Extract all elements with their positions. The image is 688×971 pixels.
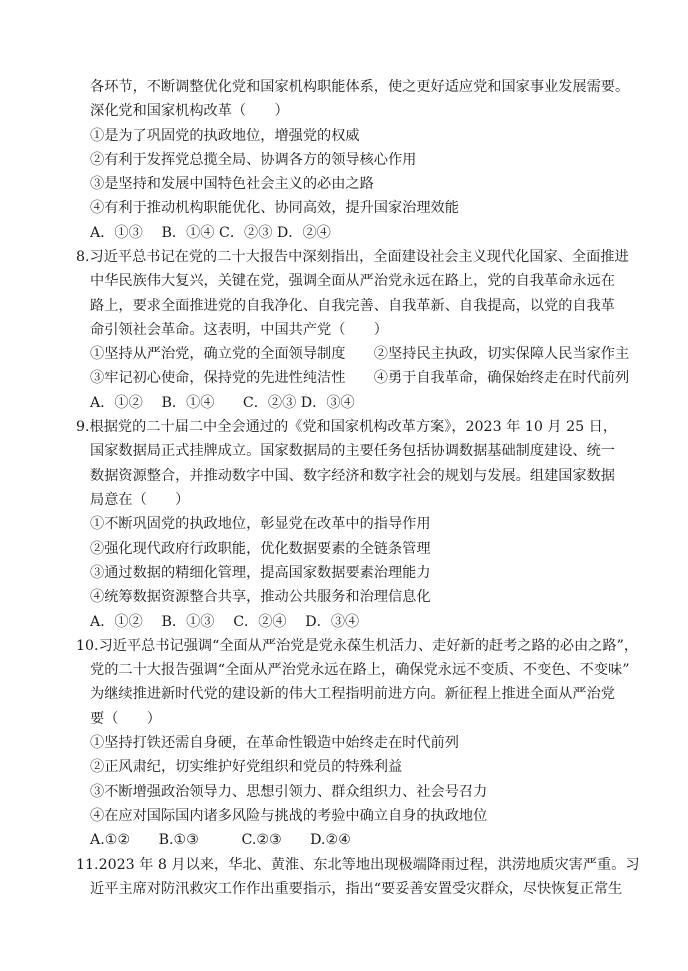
option-line: ③是坚持和发展中国特色社会主义的必由之路 [90,176,374,192]
answer-choices: A．①② B．①④ C．②③ D．③④ [90,395,355,411]
option-line: ③通过数据的精细化管理，提高国家数据要素治理能力 [90,565,431,581]
question-9-text: 9.根据党的二十届二中全会通过的《党和国家机构改革方案》，2023 年 10 月 25 日， [76,419,618,435]
option-line: ①坚持打铁还需自身硬，在革命性锻造中始终走在时代前列 [90,735,459,751]
option-line: ②正风肃纪，切实维护好党组织和党员的特殊利益 [90,759,403,775]
option-line: ④统筹数据资源整合共享，推动公共服务和治理信息化 [90,589,431,605]
text-line: 数据资源整合，并推动数字中国、数字经济和数字社会的规划与发展。组建国家数据 [90,468,615,484]
option-line: ①不断巩固党的执政地位，彰显党在改革中的指导作用 [90,516,431,532]
question-stem: 要（ ） [90,711,161,727]
text-line: 中华民族伟大复兴，关键在党，强调全面从严治党永远在路上，党的自我革命永远在 [90,273,615,289]
option-line: ①是为了巩固党的执政地位，增强党的权威 [90,128,360,144]
text-line: 近平主席对防汛救灾工作作出重要指示，指出“要妥善安置受灾群众，尽快恢复正常生 [90,881,623,897]
option-line: ③不断增强政治领导力、思想引领力、群众组织力、社会号召力 [90,784,488,800]
text-line: 路上，要求全面推进党的自我净化、自我完善、自我革新、自我提高，以党的自我革 [90,298,615,314]
answer-choices: A．①③ B．①④ C．②③ D．②④ [90,225,331,241]
option-line: ①坚持从严治党，确立党的全面领导制度 ②坚持民主执政，切实保障人民当家作主 [90,346,630,362]
text-line: 党的二十大报告强调“全面从严治党永远在路上，确保党永远不变质、不变色、不变味” [90,662,630,678]
question-stem: 局意在（ ） [90,492,190,508]
question-stem: 命引领社会革命。这表明，中国共产党（ ） [90,322,388,338]
text-line: 各环节，不断调整优化党和国家机构职能体系，使之更好适应党和国家事业发展需要。 [90,79,630,95]
text-line: 为继续推进新时代党的建设新的伟大工程指明前进方向。新征程上推进全面从严治党 [90,686,615,702]
text-line: 国家数据局正式挂牌成立。国家数据局的主要任务包括协调数据基础制度建设、统一 [90,443,615,459]
option-line: ③牢记初心使命，保持党的先进性纯洁性 ④勇于自我革命，确保始终走在时代前列 [90,370,630,386]
question-10-text: 10.习近平总书记强调“全面从严治党是党永葆生机活力、走好新的赶考之路的必由之路”， [76,638,639,654]
question-stem: 深化党和国家机构改革（ ） [90,103,289,119]
answer-choices: A．①② B．①③ C．②④ D．③④ [90,614,360,630]
option-line: ④在应对国际国内诸多风险与挑战的考验中确立自身的执政地位 [90,808,488,824]
option-line: ②强化现代政府行政职能，优化数据要素的全链条管理 [90,541,431,557]
answer-choices: A.①② B.①③ C.②③ D.②④ [90,832,351,848]
option-line: ④有利于推动机构职能优化、协同高效，提升国家治理效能 [90,200,459,216]
option-line: ②有利于发挥党总揽全局、协调各方的领导核心作用 [90,152,417,168]
question-11-text: 11.2023 年 8 月以来，华北、黄淮、东北等地出现极端降雨过程，洪涝地质灾害严重。习 [76,857,640,873]
question-8-text: 8.习近平总书记在党的二十大报告中深刻指出，全面建设社会主义现代化国家、全面推进 [76,249,629,265]
